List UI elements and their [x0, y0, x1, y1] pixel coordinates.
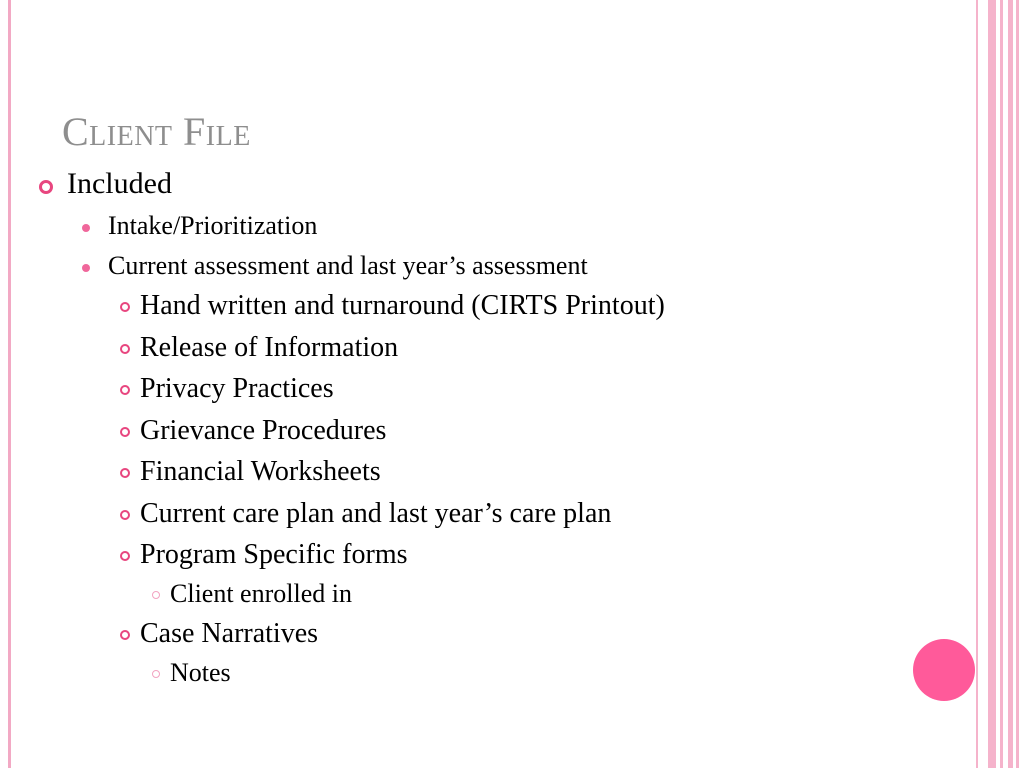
ring-bullet-icon: [120, 551, 130, 561]
bullet-privacy: Privacy Practices: [140, 373, 334, 404]
small-ring-bullet-icon: [152, 591, 160, 599]
bullet-program-forms: Program Specific forms: [140, 539, 408, 570]
dot-bullet-icon: [82, 224, 90, 232]
right-stripe-4: [1008, 0, 1013, 768]
right-stripe-5: [1016, 0, 1019, 768]
bullet-care-plan: Current care plan and last year’s care plan: [140, 498, 612, 529]
ring-bullet-icon: [120, 385, 130, 395]
bullet-assessment: Current assessment and last year’s assessment: [108, 251, 588, 280]
ring-bullet-icon: [120, 630, 130, 640]
ring-bullet-icon: [120, 510, 130, 520]
ring-bullet-icon: [39, 180, 53, 194]
bullet-release: Release of Information: [140, 332, 399, 363]
right-stripe-1: [976, 0, 978, 768]
right-stripe-2: [988, 0, 996, 768]
bullet-case-narratives: Case Narratives: [140, 618, 319, 649]
bullet-grievance: Grievance Procedures: [140, 415, 387, 446]
ring-bullet-icon: [120, 427, 130, 437]
slide-title: Client File: [62, 109, 251, 154]
ring-bullet-icon: [120, 302, 130, 312]
right-stripe-3: [1000, 0, 1003, 768]
bullet-client-enrolled: Client enrolled in: [170, 579, 352, 608]
bullet-hand-written: Hand written and turnaround (CIRTS Printout): [140, 290, 665, 321]
ring-bullet-icon: [120, 468, 130, 478]
bullet-notes: Notes: [170, 658, 231, 687]
dot-bullet-icon: [82, 264, 90, 272]
ring-bullet-icon: [120, 344, 130, 354]
bullet-intake: Intake/Prioritization: [108, 211, 318, 240]
small-ring-bullet-icon: [152, 670, 160, 678]
bullet-included: Included: [67, 167, 172, 200]
bullet-financial: Financial Worksheets: [140, 456, 381, 487]
decorative-circle: [913, 639, 975, 701]
